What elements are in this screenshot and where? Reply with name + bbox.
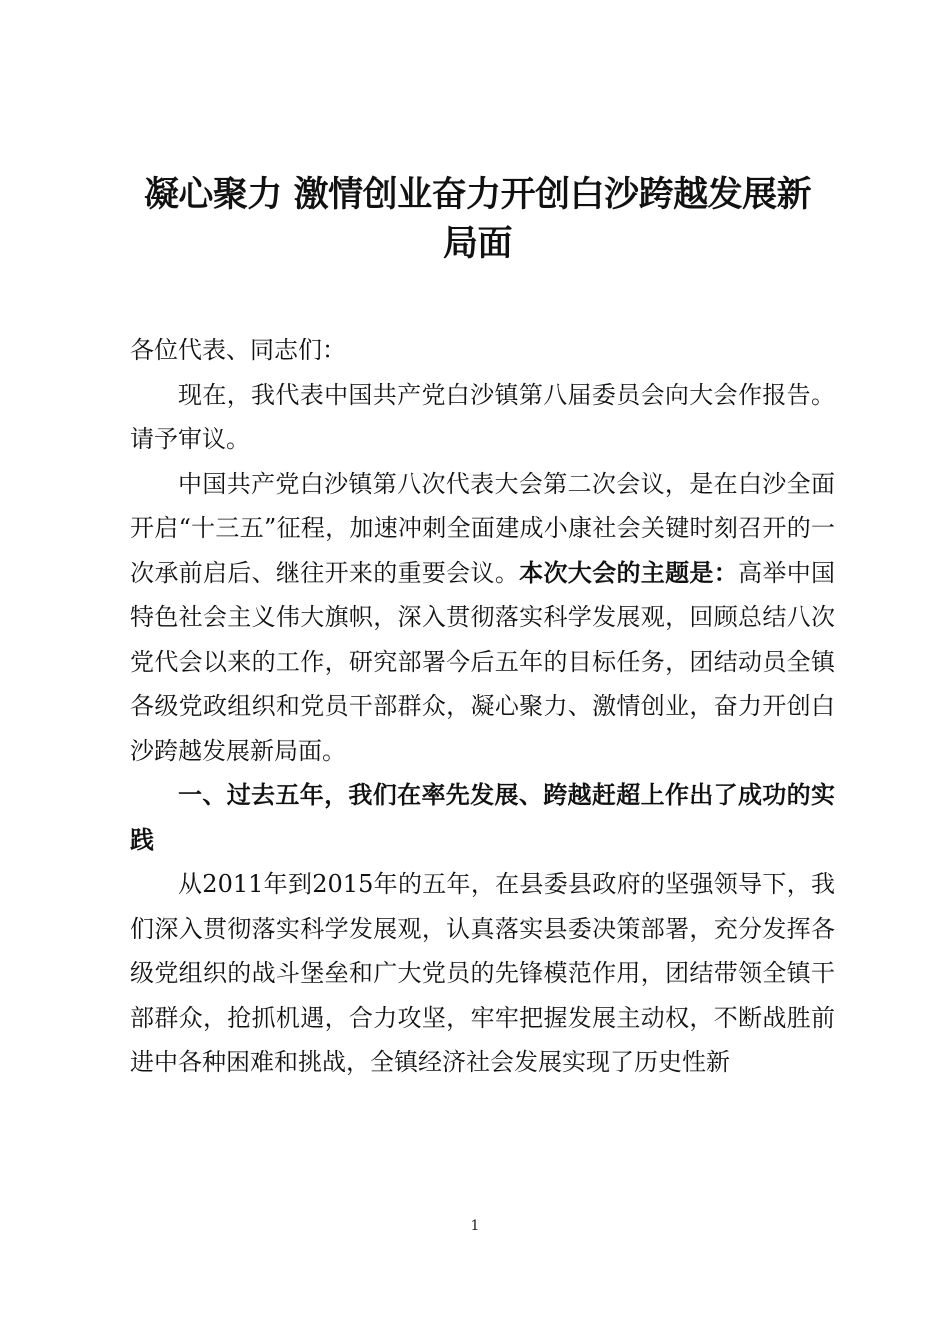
section-heading-1: 一、过去五年，我们在率先发展、跨越赶超上作出了成功的实践 xyxy=(130,781,835,854)
paragraph-opening: 现在，我代表中国共产党白沙镇第八届委员会向大会作报告。请予审议。 xyxy=(130,380,835,453)
theme-content: 高举中国特色社会主义伟大旗帜，深入贯彻落实科学发展观，回顾总结八次党代会以来的工作，研究部署今后五年的目标任务，团结动员全镇各级党政组织和党员干部群众，凝心聚力、激情创业，奋力开创白沙跨越发展新局面。 xyxy=(130,558,836,765)
document-title-line-2: 局面 xyxy=(442,223,512,264)
document-title-line-1: 凝心聚力 激情创业奋力开创白沙跨越发展新 xyxy=(143,174,812,215)
paragraph-meeting-intro: 中国共产党白沙镇第八次代表大会第二次会议，是在白沙全面开启“十三五”征程，加速冲刺全面建成小康社会关键时刻召开的一次承前启后、继往开来的重要会议。 xyxy=(130,469,835,587)
theme-label: 本次大会的主题是： xyxy=(519,558,739,587)
document-body xyxy=(130,328,835,1085)
paragraph-five-years: 从2011年到2015年的五年，在县委县政府的坚强领导下，我们深入贯彻落实科学发展观，认真落实县委决策部署，充分发挥各级党组织的战斗堡垒和广大党员的先锋模范作用，团结带领全镇干部群众，抢抓机遇，合力攻坚，牢牢把握发展主动权，不断战胜前进中各种困难和挑战，全镇经济社会发展实现了历史性新 xyxy=(130,870,835,1076)
salutation: 各位代表、同志们： xyxy=(130,336,346,364)
page-number: 1 xyxy=(470,1218,480,1234)
paragraph-meeting-theme xyxy=(130,462,835,774)
